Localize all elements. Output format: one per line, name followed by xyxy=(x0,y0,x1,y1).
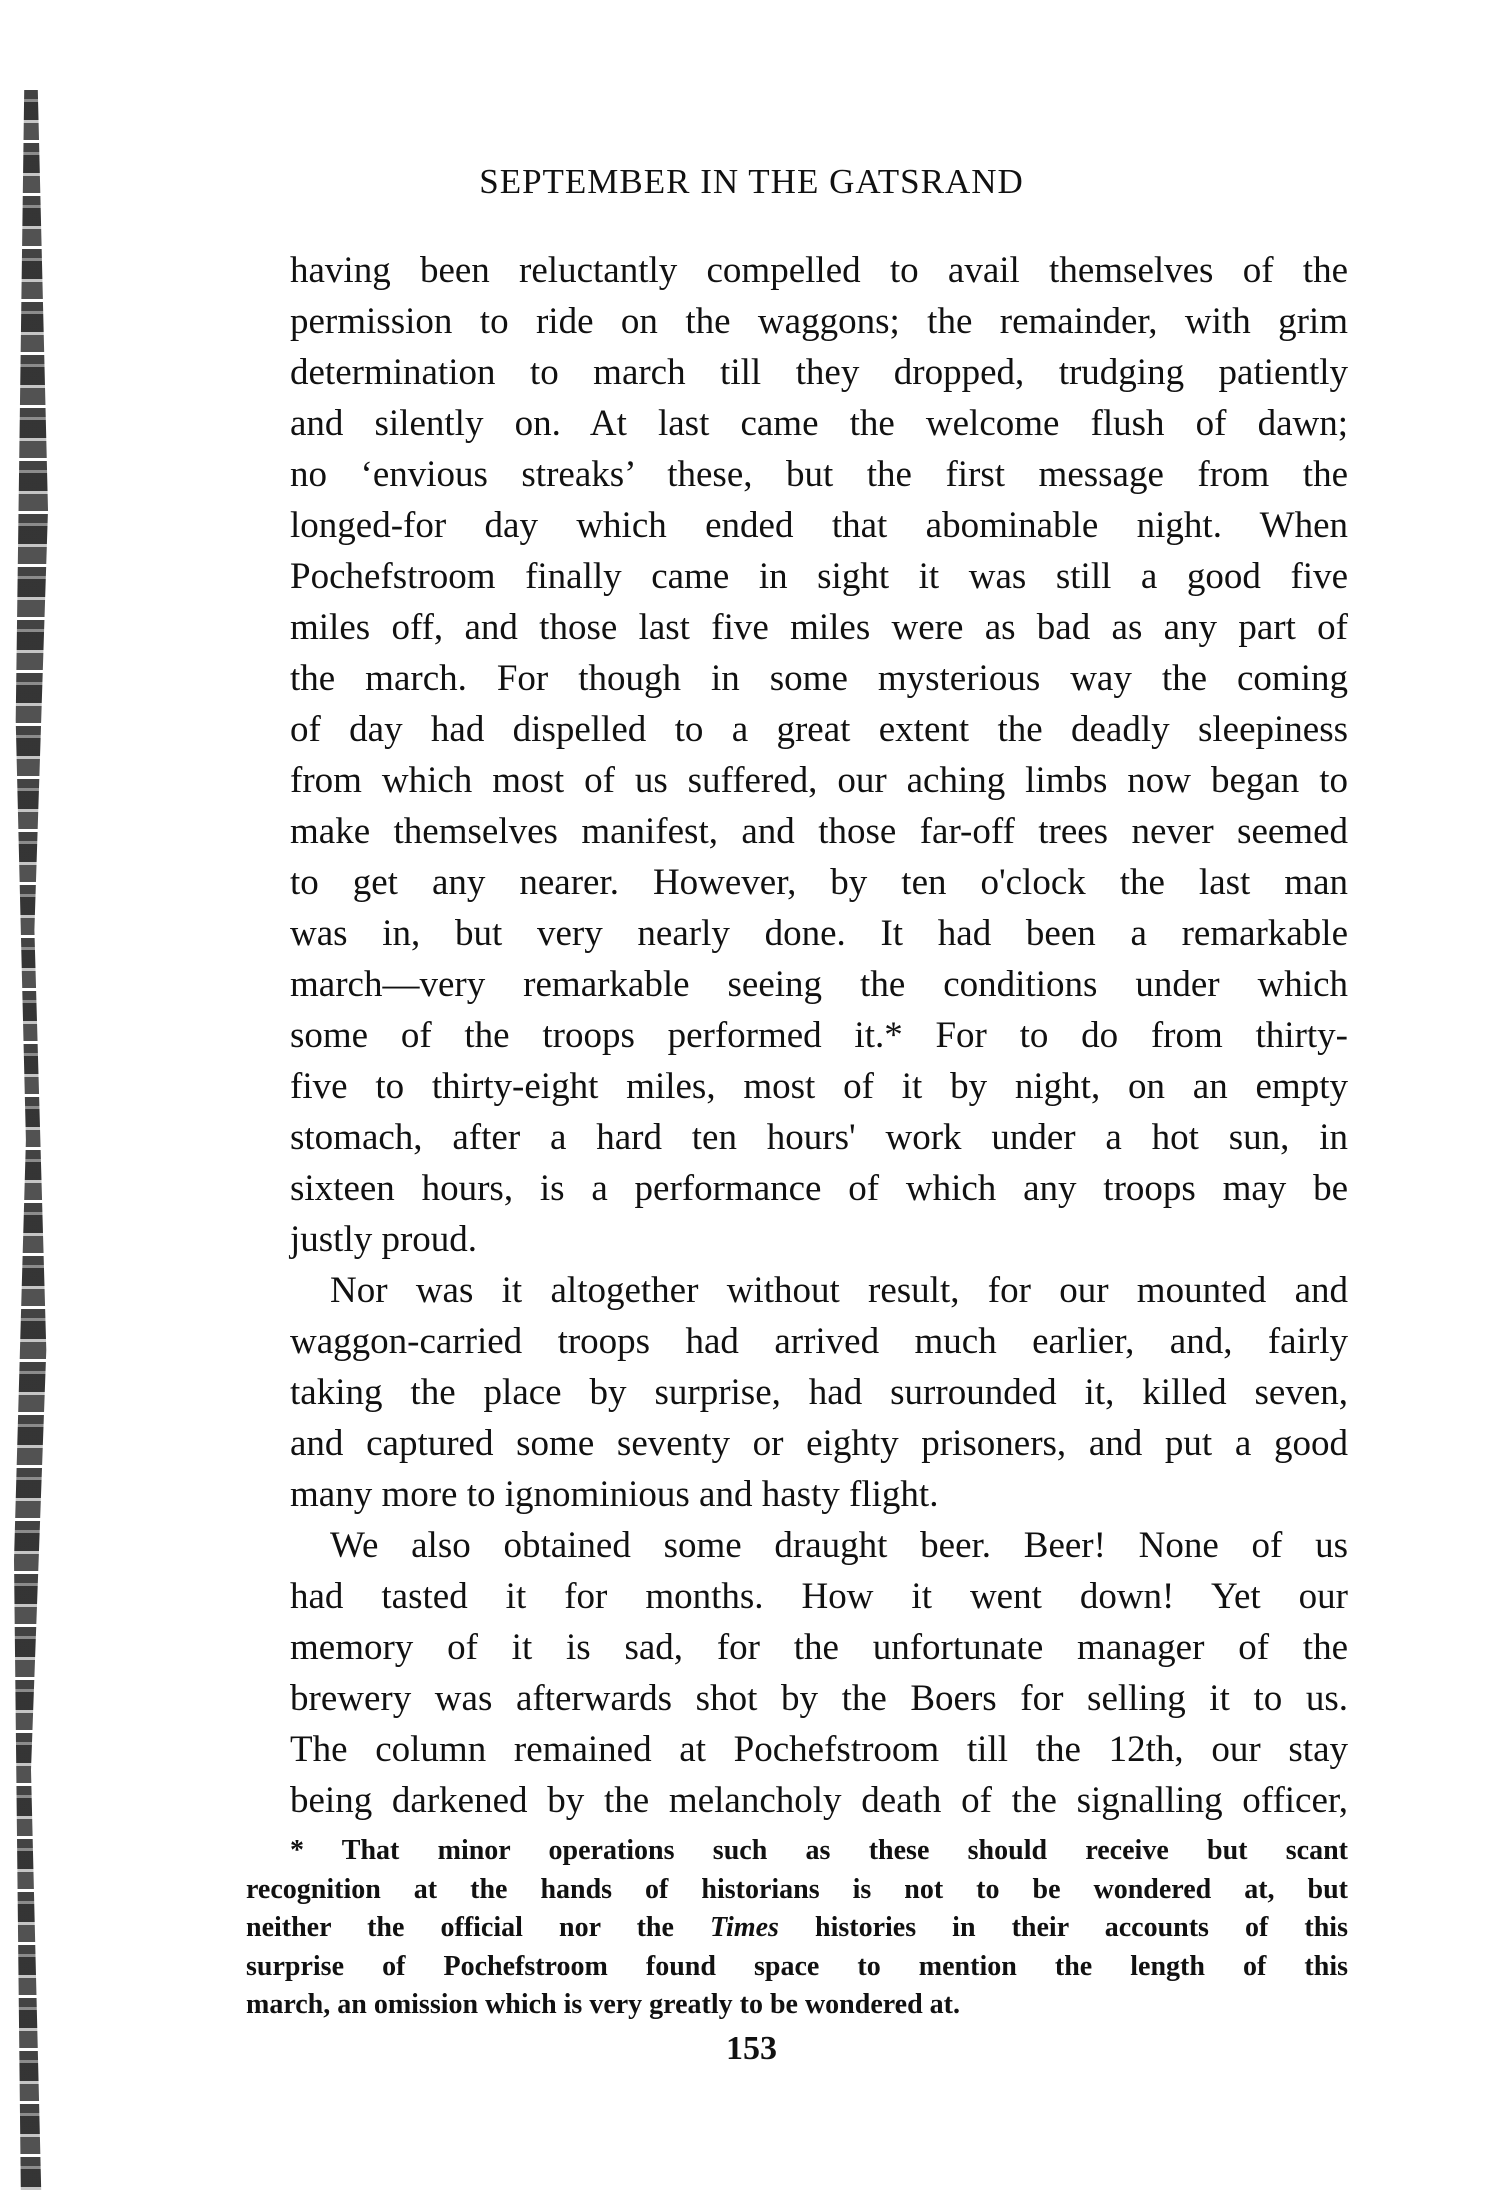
text-line: being darkened by the melancholy death of the signalling officer, xyxy=(290,1780,1348,1821)
footnote-line: surprise of Pochefstroom found space to mention the length of this xyxy=(246,1950,1348,1982)
text-line: Pochefstroom finally came in sight it was still a good five xyxy=(290,556,1348,597)
footnote-italic-title: Times xyxy=(709,1912,779,1943)
text-line: the march. For though in some mysterious way the coming xyxy=(290,658,1348,699)
text-line: stomach, after a hard ten hours' work under a hot sun, in xyxy=(290,1117,1348,1158)
footnote-text: histories in their accounts of this xyxy=(815,1912,1348,1943)
text-line: justly proud. xyxy=(290,1219,478,1260)
footnote-line xyxy=(246,1909,1348,1948)
text-line: Nor was it altogether without result, for our mounted and xyxy=(330,1270,1348,1311)
body-text xyxy=(290,245,1348,1826)
text-line: We also obtained some draught beer. Beer! None of us xyxy=(330,1525,1348,1566)
text-line: no ‘envious streaks’ these, but the first message from the xyxy=(290,454,1348,495)
text-line: march—very remarkable seeing the conditions under which xyxy=(290,964,1348,1005)
text-line: and captured some seventy or eighty prisoners, and put a good xyxy=(290,1423,1348,1464)
text-line: sixteen hours, is a performance of which any troops may be xyxy=(290,1168,1348,1209)
text-line: taking the place by surprise, had surrounded it, killed seven, xyxy=(290,1372,1348,1413)
text-line: was in, but very nearly done. It had been a remarkable xyxy=(290,913,1348,954)
text-line: memory of it is sad, for the unfortunate manager of the xyxy=(290,1627,1348,1668)
scanned-binding-edge xyxy=(14,90,48,2190)
footnote-line: march, an omission which is very greatly to be wondered at. xyxy=(246,1989,960,2020)
text-line: to get any nearer. However, by ten o'clock the last man xyxy=(290,862,1348,903)
text-line: and silently on. At last came the welcome flush of dawn; xyxy=(290,403,1348,444)
page-number: 153 xyxy=(726,2030,777,2067)
text-line: had tasted it for months. How it went down! Yet our xyxy=(290,1576,1348,1617)
text-line: make themselves manifest, and those far-off trees never seemed xyxy=(290,811,1348,852)
text-line: brewery was afterwards shot by the Boers for selling it to us. xyxy=(290,1678,1348,1719)
text-line: some of the troops performed it.* For to do from thirty- xyxy=(290,1015,1348,1056)
text-line: permission to ride on the waggons; the remainder, with grim xyxy=(290,301,1348,342)
footnote xyxy=(246,1832,1348,2025)
text-line: The column remained at Pochefstroom till the 12th, our stay xyxy=(290,1729,1348,1770)
text-line: determination to march till they dropped, trudging patiently xyxy=(290,352,1348,393)
footnote-text: neither the official nor the xyxy=(246,1912,674,1943)
text-line: longed-for day which ended that abominable night. When xyxy=(290,505,1348,546)
footnote-line: * That minor operations such as these should receive but scant xyxy=(290,1835,1348,1866)
text-line: five to thirty-eight miles, most of it by night, on an empty xyxy=(290,1066,1348,1107)
running-head: SEPTEMBER IN THE GATSRAND xyxy=(479,162,1024,201)
text-line: of day had dispelled to a great extent the deadly sleepiness xyxy=(290,709,1348,750)
text-line: many more to ignominious and hasty flight. xyxy=(290,1474,939,1515)
text-line: from which most of us suffered, our aching limbs now began to xyxy=(290,760,1348,801)
text-line: miles off, and those last five miles were as bad as any part of xyxy=(290,607,1348,648)
text-line: waggon-carried troops had arrived much earlier, and, fairly xyxy=(290,1321,1348,1362)
text-line: having been reluctantly compelled to avail themselves of the xyxy=(290,250,1348,291)
footnote-line: recognition at the hands of historians is not to be wondered at, but xyxy=(246,1873,1348,1905)
